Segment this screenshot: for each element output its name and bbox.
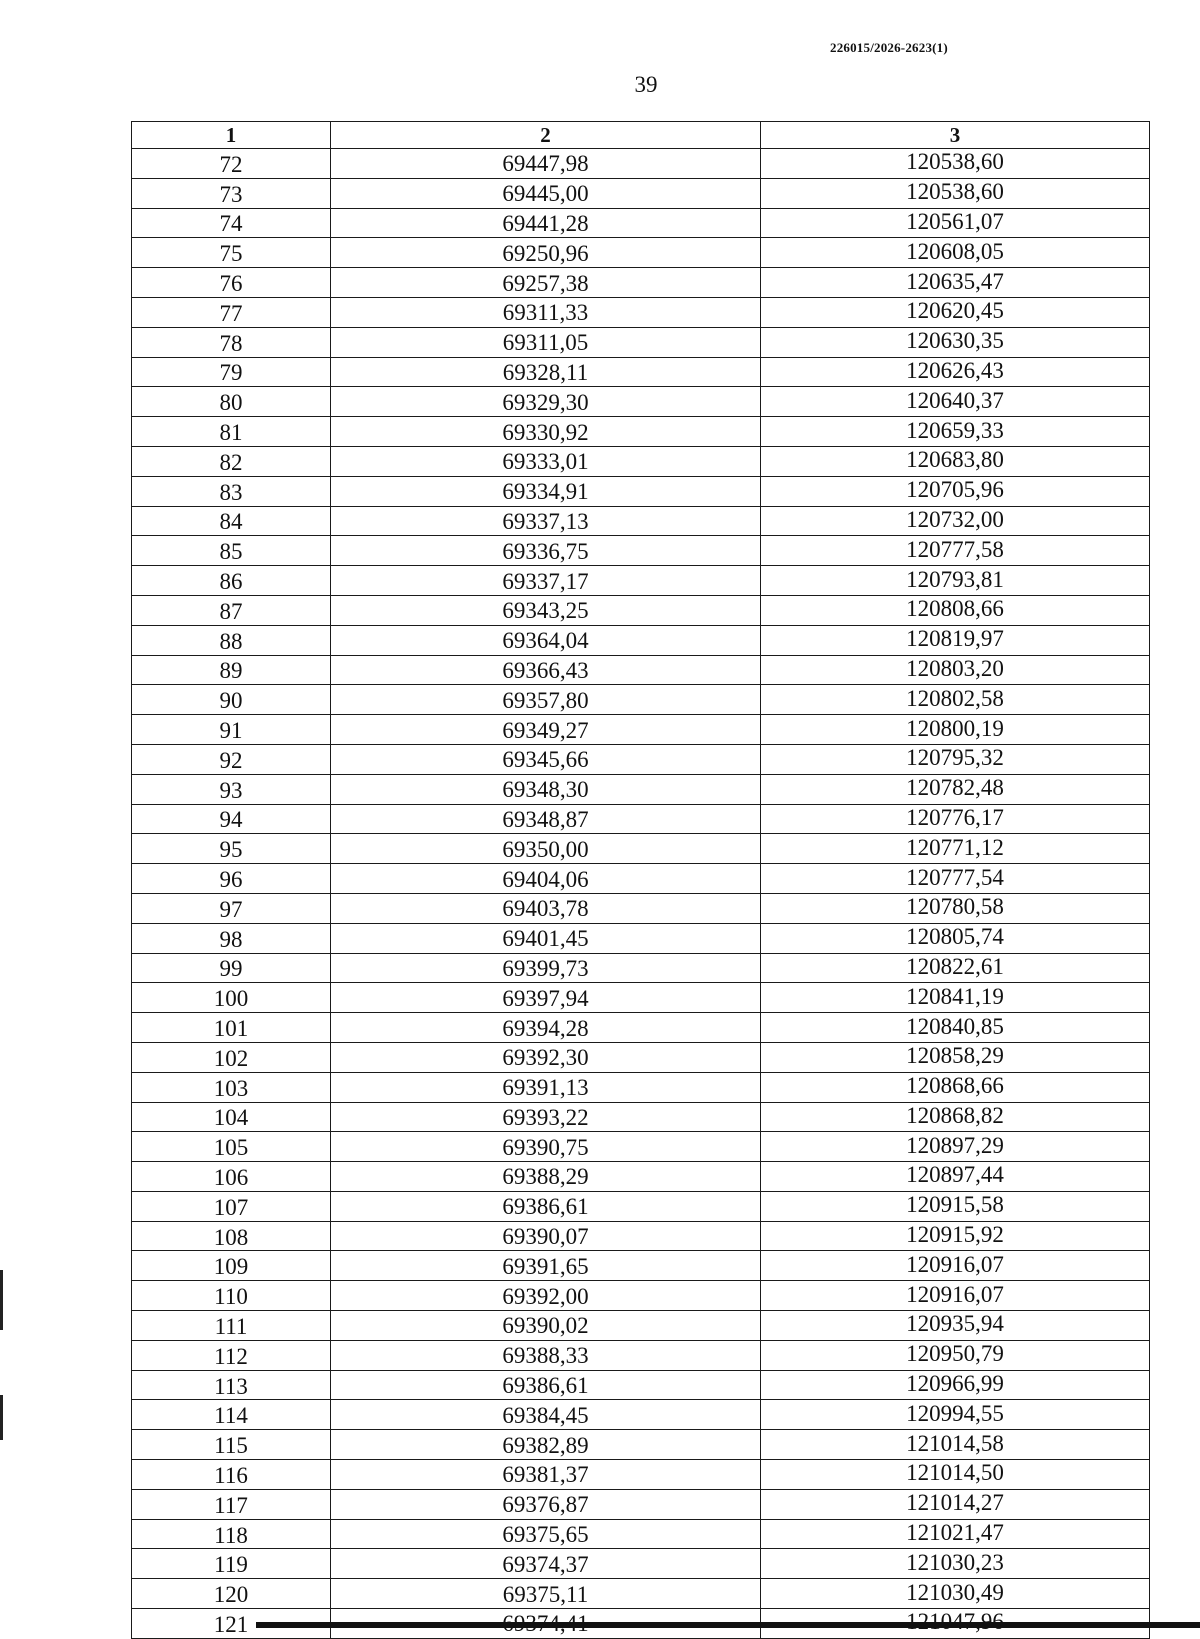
point-number-cell: 117: [132, 1489, 331, 1519]
point-number-cell: 87: [132, 595, 331, 625]
table-row: [132, 953, 1150, 983]
point-number-cell: 94: [132, 804, 331, 834]
point-number-cell: 91: [132, 715, 331, 745]
table-row: [132, 357, 1150, 387]
table-row: [132, 417, 1150, 447]
y-coordinate-cell: 120659,33: [761, 417, 1150, 447]
point-number-cell: 121: [132, 1609, 331, 1639]
y-coordinate-cell: 120868,66: [761, 1072, 1150, 1102]
table-row: [132, 1549, 1150, 1579]
page-number: 39: [634, 72, 658, 97]
x-coordinate-cell: 69329,30: [331, 387, 761, 417]
table-row: [132, 446, 1150, 476]
y-coordinate-cell: 120802,58: [761, 685, 1150, 715]
table-row: [132, 1072, 1150, 1102]
x-coordinate-cell: 69357,80: [331, 685, 761, 715]
table-row: [132, 804, 1150, 834]
y-coordinate-cell: 120640,37: [761, 387, 1150, 417]
x-coordinate-cell: 69384,45: [331, 1400, 761, 1430]
y-coordinate-cell: 120966,99: [761, 1370, 1150, 1400]
x-coordinate-cell: 69257,38: [331, 268, 761, 298]
y-coordinate-cell: 120561,07: [761, 208, 1150, 238]
point-number-cell: 90: [132, 685, 331, 715]
point-number-cell: 115: [132, 1430, 331, 1460]
y-coordinate-cell: 121014,50: [761, 1460, 1150, 1490]
table-row: [132, 1042, 1150, 1072]
table-row: [132, 1460, 1150, 1490]
point-number-cell: 104: [132, 1102, 331, 1132]
point-number-cell: 102: [132, 1042, 331, 1072]
table-row: [132, 774, 1150, 804]
x-coordinate-cell: 69250,96: [331, 238, 761, 268]
table-row: [132, 1132, 1150, 1162]
point-number-cell: 103: [132, 1072, 331, 1102]
table-row: [132, 476, 1150, 506]
coordinates-table: [131, 121, 1150, 1639]
table-row: [132, 208, 1150, 238]
y-coordinate-cell: 120777,54: [761, 864, 1150, 894]
y-coordinate-cell: 120808,66: [761, 595, 1150, 625]
x-coordinate-cell: 69382,89: [331, 1430, 761, 1460]
point-number-cell: 116: [132, 1460, 331, 1490]
x-coordinate-cell: 69393,22: [331, 1102, 761, 1132]
point-number-cell: 105: [132, 1132, 331, 1162]
y-coordinate-cell: 120868,82: [761, 1102, 1150, 1132]
y-coordinate-cell: 120793,81: [761, 566, 1150, 596]
x-coordinate-cell: 69403,78: [331, 893, 761, 923]
x-coordinate-cell: 69337,13: [331, 506, 761, 536]
point-number-cell: 106: [132, 1162, 331, 1192]
y-coordinate-cell: 121030,23: [761, 1549, 1150, 1579]
y-coordinate-cell: 120819,97: [761, 625, 1150, 655]
table-row: [132, 1221, 1150, 1251]
x-coordinate-cell: 69390,02: [331, 1311, 761, 1341]
y-coordinate-cell: 120705,96: [761, 476, 1150, 506]
table-row: [132, 1430, 1150, 1460]
x-coordinate-cell: 69399,73: [331, 953, 761, 983]
y-coordinate-cell: 121030,49: [761, 1579, 1150, 1609]
table-row: [132, 1370, 1150, 1400]
table-row: [132, 983, 1150, 1013]
y-coordinate-cell: 120538,60: [761, 149, 1150, 179]
point-number-cell: 98: [132, 923, 331, 953]
x-coordinate-cell: 69366,43: [331, 655, 761, 685]
point-number-cell: 114: [132, 1400, 331, 1430]
table-row: [132, 864, 1150, 894]
x-coordinate-cell: 69349,27: [331, 715, 761, 745]
x-coordinate-cell: 69390,07: [331, 1221, 761, 1251]
y-coordinate-cell: 120803,20: [761, 655, 1150, 685]
y-coordinate-cell: 120950,79: [761, 1340, 1150, 1370]
x-coordinate-cell: 69394,28: [331, 1013, 761, 1043]
table-row: [132, 1162, 1150, 1192]
point-number-cell: 112: [132, 1340, 331, 1370]
y-coordinate-cell: 120683,80: [761, 446, 1150, 476]
table-row: [132, 1281, 1150, 1311]
y-coordinate-cell: 120915,92: [761, 1221, 1150, 1251]
table-body: [132, 149, 1150, 1639]
x-coordinate-cell: 69343,25: [331, 595, 761, 625]
point-number-cell: 72: [132, 149, 331, 179]
y-coordinate-cell: 120780,58: [761, 893, 1150, 923]
table-row: [132, 685, 1150, 715]
point-number-cell: 110: [132, 1281, 331, 1311]
column-header-2: 2: [331, 122, 761, 149]
table-row: [132, 655, 1150, 685]
x-coordinate-cell: 69390,75: [331, 1132, 761, 1162]
x-coordinate-cell: 69311,33: [331, 297, 761, 327]
y-coordinate-cell: 120608,05: [761, 238, 1150, 268]
point-number-cell: 101: [132, 1013, 331, 1043]
table-row: [132, 923, 1150, 953]
y-coordinate-cell: 120800,19: [761, 715, 1150, 745]
x-coordinate-cell: 69336,75: [331, 536, 761, 566]
y-coordinate-cell: 120897,44: [761, 1162, 1150, 1192]
point-number-cell: 73: [132, 178, 331, 208]
table-row: [132, 387, 1150, 417]
x-coordinate-cell: 69348,87: [331, 804, 761, 834]
x-coordinate-cell: 69392,30: [331, 1042, 761, 1072]
y-coordinate-cell: 120841,19: [761, 983, 1150, 1013]
point-number-cell: 89: [132, 655, 331, 685]
x-coordinate-cell: 69350,00: [331, 834, 761, 864]
y-coordinate-cell: 120782,48: [761, 774, 1150, 804]
x-coordinate-cell: 69333,01: [331, 446, 761, 476]
table-row: [132, 715, 1150, 745]
point-number-cell: 120: [132, 1579, 331, 1609]
table-row: [132, 149, 1150, 179]
x-coordinate-cell: 69392,00: [331, 1281, 761, 1311]
y-coordinate-cell: 120635,47: [761, 268, 1150, 298]
y-coordinate-cell: 121021,47: [761, 1519, 1150, 1549]
point-number-cell: 118: [132, 1519, 331, 1549]
x-coordinate-cell: 69376,87: [331, 1489, 761, 1519]
point-number-cell: 92: [132, 744, 331, 774]
point-number-cell: 119: [132, 1549, 331, 1579]
y-coordinate-cell: 120858,29: [761, 1042, 1150, 1072]
point-number-cell: 99: [132, 953, 331, 983]
table-row: [132, 1191, 1150, 1221]
x-coordinate-cell: 69441,28: [331, 208, 761, 238]
point-number-cell: 111: [132, 1311, 331, 1341]
table-row: [132, 297, 1150, 327]
table-row: [132, 1519, 1150, 1549]
point-number-cell: 86: [132, 566, 331, 596]
y-coordinate-cell: 120620,45: [761, 297, 1150, 327]
table-row: [132, 327, 1150, 357]
y-coordinate-cell: 120776,17: [761, 804, 1150, 834]
y-coordinate-cell: 120822,61: [761, 953, 1150, 983]
table-row: [132, 1251, 1150, 1281]
x-coordinate-cell: 69330,92: [331, 417, 761, 447]
table-row: [132, 595, 1150, 625]
column-header-1: 1: [132, 122, 331, 149]
point-number-cell: 93: [132, 774, 331, 804]
table-row: [132, 536, 1150, 566]
x-coordinate-cell: 69334,91: [331, 476, 761, 506]
table-header-row: [132, 122, 1150, 149]
x-coordinate-cell: 69391,13: [331, 1072, 761, 1102]
point-number-cell: 82: [132, 446, 331, 476]
scan-bottom-rule: [256, 1622, 1200, 1628]
scan-edge-mark: [0, 1270, 3, 1330]
point-number-cell: 95: [132, 834, 331, 864]
point-number-cell: 97: [132, 893, 331, 923]
y-coordinate-cell: 120630,35: [761, 327, 1150, 357]
y-coordinate-cell: 120795,32: [761, 744, 1150, 774]
point-number-cell: 81: [132, 417, 331, 447]
table-row: [132, 1579, 1150, 1609]
table-row: [132, 1400, 1150, 1430]
x-coordinate-cell: 69328,11: [331, 357, 761, 387]
table-row: [132, 566, 1150, 596]
x-coordinate-cell: 69388,29: [331, 1162, 761, 1192]
point-number-cell: 77: [132, 297, 331, 327]
y-coordinate-cell: 120771,12: [761, 834, 1150, 864]
y-coordinate-cell: 120777,58: [761, 536, 1150, 566]
x-coordinate-cell: 69364,04: [331, 625, 761, 655]
table-row: [132, 506, 1150, 536]
y-coordinate-cell: 120994,55: [761, 1400, 1150, 1430]
point-number-cell: 79: [132, 357, 331, 387]
point-number-cell: 109: [132, 1251, 331, 1281]
point-number-cell: 83: [132, 476, 331, 506]
table-row: [132, 268, 1150, 298]
x-coordinate-cell: 69391,65: [331, 1251, 761, 1281]
x-coordinate-cell: 69375,11: [331, 1579, 761, 1609]
point-number-cell: 85: [132, 536, 331, 566]
table-row: [132, 1340, 1150, 1370]
x-coordinate-cell: 69374,37: [331, 1549, 761, 1579]
x-coordinate-cell: 69447,98: [331, 149, 761, 179]
point-number-cell: 107: [132, 1191, 331, 1221]
table-row: [132, 834, 1150, 864]
y-coordinate-cell: 120732,00: [761, 506, 1150, 536]
y-coordinate-cell: 120916,07: [761, 1281, 1150, 1311]
x-coordinate-cell: 69445,00: [331, 178, 761, 208]
document-reference-number: 226015/2026-2623(1): [830, 40, 948, 55]
x-coordinate-cell: 69345,66: [331, 744, 761, 774]
table-row: [132, 625, 1150, 655]
y-coordinate-cell: 120840,85: [761, 1013, 1150, 1043]
table-row: [132, 178, 1150, 208]
y-coordinate-cell: 120916,07: [761, 1251, 1150, 1281]
x-coordinate-cell: 69388,33: [331, 1340, 761, 1370]
x-coordinate-cell: 69375,65: [331, 1519, 761, 1549]
scan-edge-mark: [0, 1395, 3, 1440]
table-row: [132, 1311, 1150, 1341]
x-coordinate-cell: 69348,30: [331, 774, 761, 804]
x-coordinate-cell: 69381,37: [331, 1460, 761, 1490]
x-coordinate-cell: 69337,17: [331, 566, 761, 596]
table-row: [132, 1489, 1150, 1519]
y-coordinate-cell: 120805,74: [761, 923, 1150, 953]
point-number-cell: 100: [132, 983, 331, 1013]
y-coordinate-cell: 121014,27: [761, 1489, 1150, 1519]
column-header-3: 3: [761, 122, 1150, 149]
y-coordinate-cell: 120915,58: [761, 1191, 1150, 1221]
x-coordinate-cell: 69386,61: [331, 1370, 761, 1400]
x-coordinate-cell: 69386,61: [331, 1191, 761, 1221]
x-coordinate-cell: 69401,45: [331, 923, 761, 953]
point-number-cell: 74: [132, 208, 331, 238]
point-number-cell: 78: [132, 327, 331, 357]
point-number-cell: 84: [132, 506, 331, 536]
point-number-cell: 80: [132, 387, 331, 417]
point-number-cell: 88: [132, 625, 331, 655]
point-number-cell: 75: [132, 238, 331, 268]
y-coordinate-cell: 120897,29: [761, 1132, 1150, 1162]
table-row: [132, 1102, 1150, 1132]
y-coordinate-cell: 121014,58: [761, 1430, 1150, 1460]
point-number-cell: 113: [132, 1370, 331, 1400]
y-coordinate-cell: 120626,43: [761, 357, 1150, 387]
y-coordinate-cell: 120935,94: [761, 1311, 1150, 1341]
point-number-cell: 96: [132, 864, 331, 894]
table-row: [132, 744, 1150, 774]
table-row: [132, 238, 1150, 268]
point-number-cell: 108: [132, 1221, 331, 1251]
x-coordinate-cell: 69404,06: [331, 864, 761, 894]
x-coordinate-cell: 69311,05: [331, 327, 761, 357]
y-coordinate-cell: 120538,60: [761, 178, 1150, 208]
point-number-cell: 76: [132, 268, 331, 298]
x-coordinate-cell: 69397,94: [331, 983, 761, 1013]
table-row: [132, 1013, 1150, 1043]
table-row: [132, 893, 1150, 923]
